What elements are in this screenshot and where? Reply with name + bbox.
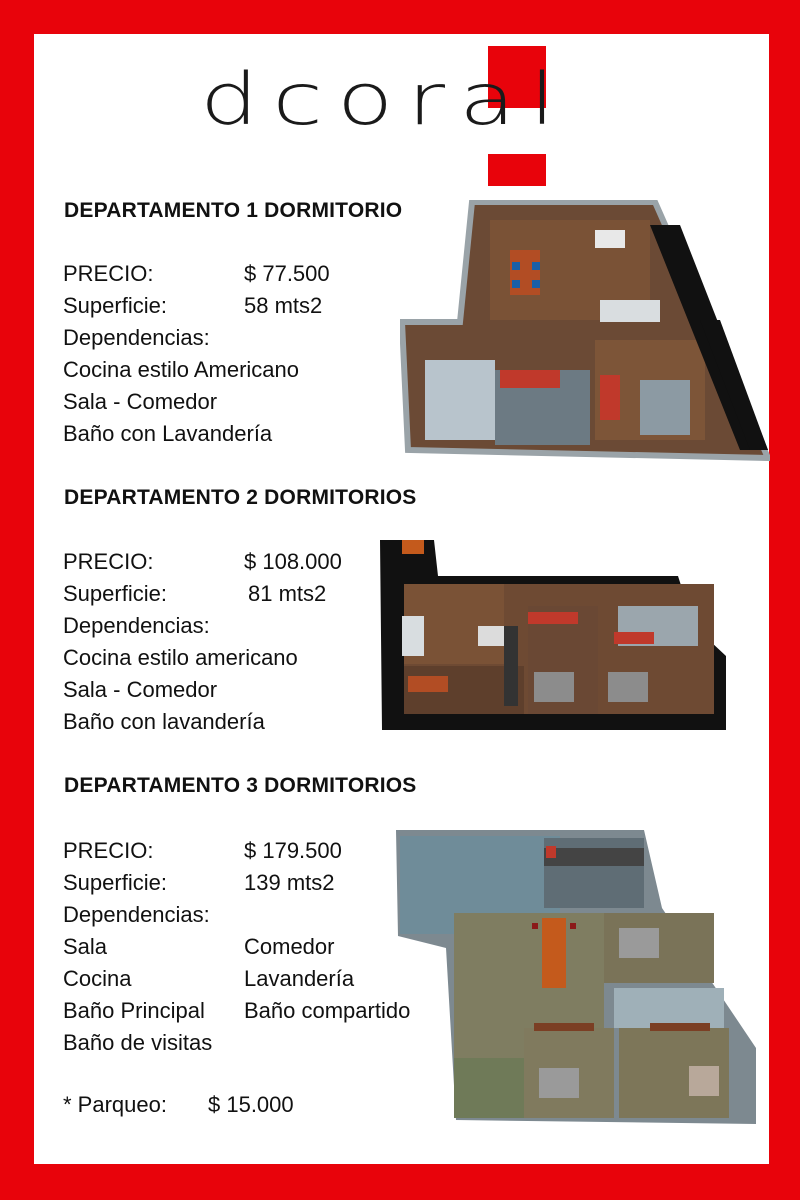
- parking-note: [63, 1092, 294, 1118]
- unit-3-title: DEPARTAMENTO 3 DORMITORIOS: [64, 774, 417, 797]
- unit-2-area-label: Superficie:: [63, 581, 167, 606]
- unit-3-area: 139 mts2: [244, 870, 335, 895]
- unit-2-price-label: PRECIO:: [63, 549, 154, 574]
- unit-2-dep-item: Baño con lavandería: [63, 709, 265, 734]
- parking-label: * Parqueo:: [63, 1092, 167, 1117]
- unit-3-price-label: PRECIO:: [63, 838, 154, 863]
- unit-2-deps-label: Dependencias:: [63, 613, 210, 638]
- unit-3-price: $ 179.500: [244, 838, 342, 863]
- unit-3-dep-item: Baño de visitas: [63, 1030, 213, 1055]
- unit-1-deps-label: Dependencias:: [63, 325, 210, 350]
- logo-text: dcoral: [200, 57, 570, 142]
- unit-3-deps-label: Dependencias:: [63, 902, 210, 927]
- unit-2-floor-plan: [378, 536, 730, 732]
- unit-1-dep-item: Baño con Lavandería: [63, 421, 273, 446]
- logo-red-block-bottom: [488, 154, 546, 186]
- unit-2-title: DEPARTAMENTO 2 DORMITORIOS: [64, 486, 417, 509]
- unit-3-dep-item: Comedor: [244, 934, 335, 959]
- unit-2-area: 81 mts2: [248, 581, 327, 606]
- unit-1-floor-plan: [400, 200, 770, 462]
- unit-1-price: $ 77.500: [244, 261, 330, 286]
- unit-1-dep-item: Sala - Comedor: [63, 389, 218, 414]
- unit-1-area: 58 mts2: [244, 293, 323, 318]
- unit-2-price: $ 108.000: [244, 549, 342, 574]
- unit-2-dep-item: Sala - Comedor: [63, 677, 218, 702]
- parking-price: $ 15.000: [208, 1092, 294, 1117]
- unit-3-dep-item: Sala: [63, 934, 108, 959]
- unit-3-dep-item: Baño Principal: [63, 998, 205, 1023]
- dcoral-logo: [200, 44, 620, 189]
- unit-3-dep-item: Lavandería: [244, 966, 355, 991]
- unit-3-dep-item: Baño compartido: [244, 998, 411, 1023]
- unit-3-area-label: Superficie:: [63, 870, 167, 895]
- unit-1-dep-item: Cocina estilo Americano: [63, 357, 300, 382]
- unit-3-dep-item: Cocina: [63, 966, 132, 991]
- unit-2-dep-item: Cocina estilo americano: [63, 645, 298, 670]
- unit-1-price-label: PRECIO:: [63, 261, 154, 286]
- unit-1-area-label: Superficie:: [63, 293, 167, 318]
- unit-1-title: DEPARTAMENTO 1 DORMITORIO: [64, 199, 403, 222]
- unit-3-floor-plan: [394, 828, 764, 1126]
